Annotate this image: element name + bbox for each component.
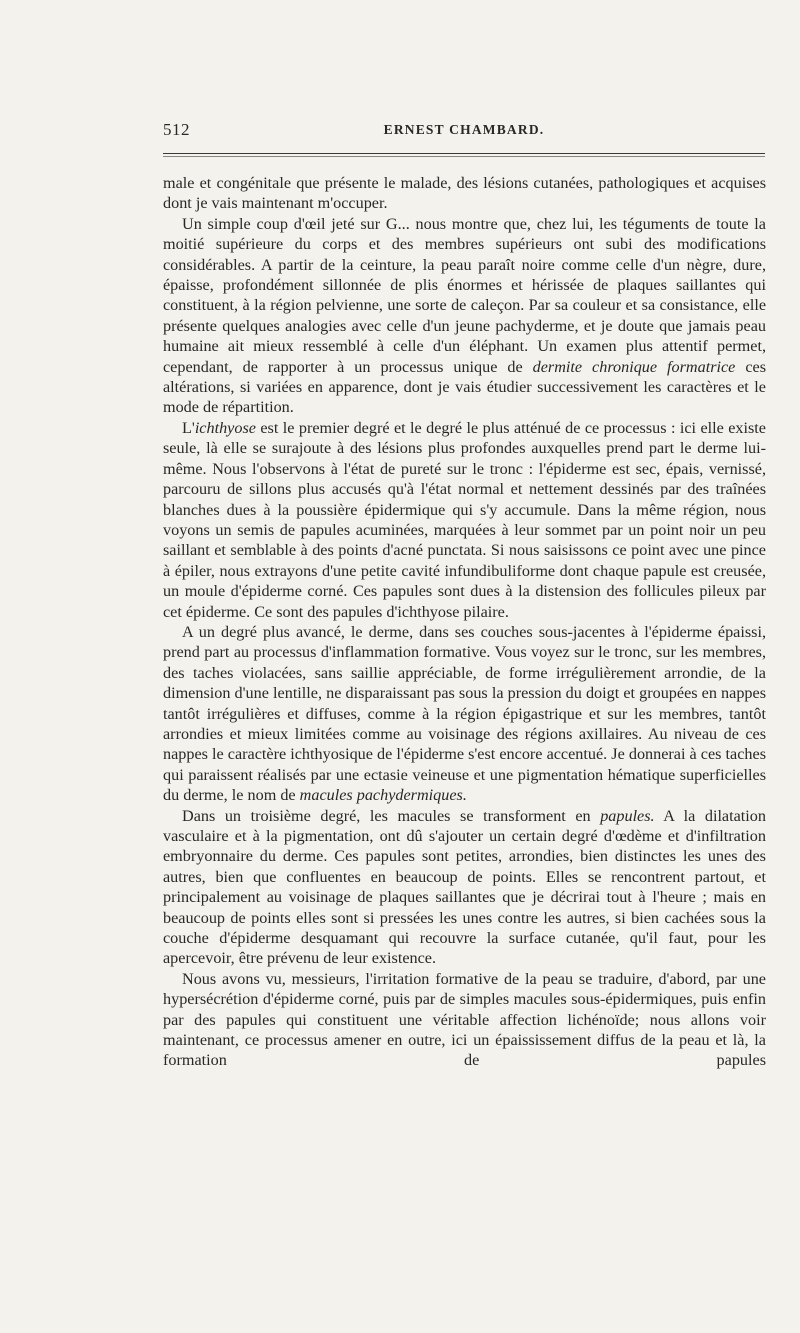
paragraph-2 xyxy=(163,214,766,418)
paragraph-5 xyxy=(163,806,766,969)
header-rule-secondary xyxy=(163,156,765,157)
header-rule xyxy=(163,153,765,154)
paragraph-2-text: Un simple coup d'œil jeté sur G... nous montre que, chez lui, les téguments de toute la moitié supérieure du corps et des membres supérieurs ont subi des modifications considérables. A partir de la ceinture, la peau paraît noire comme celle d'un nègre, dure, épaisse, profondément sillonnée de plis énormes et hérissée de plaques saillantes qui constituent, à la région pelvienne, une sorte de caleçon. Par sa couleur et sa consistance, elle présente quelques analogies avec celle d'un jeune pachyderme, et je doute que jamais peau humaine ait mieux ressemblé à celle d'un éléphant. Un examen plus attentif permet, cependant, de rapporter à un processus unique de xyxy=(163,214,766,376)
paragraph-5-lead: Dans un troisième degré, les macules se transforment en xyxy=(182,806,601,825)
paragraph-2-italic: dermite chronique formatrice xyxy=(532,357,736,376)
paragraph-4-text: A un degré plus avancé, le derme, dans ses couches sous-jacentes à l'épiderme épaissi, prend part au processus d'inflammation formative. Vous voyez sur le tronc, sur les membres, des taches violacées, sans saillie appréciable, de forme irrégulièrement arrondie, de la dimension d'une lentille, ne disparaissant pas sous la pression du doigt et groupées en nappes tantôt irrégulières et diffuses, comme à la région épigastrique et sur les membres, tantôt arrondies et mieux limitées comme au voisinage des régions axillaires. Au niveau de ces nappes le caractère ichthyosique de l'épiderme s'est encore accentué. Je donnerai à ces taches qui paraissent réalisés par une ectasie veineuse et une pigmentation hématique superficielles du derme, le nom de xyxy=(163,622,766,805)
paragraph-5-text: A la dilatation vasculaire et à la pigmentation, ont dû s'ajouter un certain degré d'œdème et d'infiltration embryonnaire du derme. Ces papules sont petites, arrondies, bien distinctes les unes des autres, bien que confluentes en beaucoup de points. Elles se rencontrent partout, et principalement au voisinage de plaques saillantes que je décrirai tout à l'heure ; mais en beaucoup de points elles sont si pressées les unes contre les autres, si bien cachées sous la couche d'épiderme desquamant qui recouvre la surface cutanée, qu'il faut, pour les apercevoir, être prévenu de leur existence. xyxy=(163,806,766,968)
paragraph-3-lead: L' xyxy=(182,418,195,437)
paragraph-2-tail: ces altérations, si variées en apparence, dont je vais étudier successivement les caractères et le mode de répartition. xyxy=(163,357,767,417)
paragraph-3 xyxy=(163,418,766,622)
paragraph-6: Nous avons vu, messieurs, l'irritation formative de la peau se traduire, d'abord, par une hypersécrétion d'épiderme corné, puis par de simples macules sous-épidermiques, puis enfin par des papules qui constituent une véritable affection lichénoïde; nous allons voir maintenant, ce processus amener en outre, ici un épaississement diffus de la peau et là, la formation de papules xyxy=(163,969,766,1070)
paragraph-4-italic: macules pachydermiques. xyxy=(299,786,467,805)
paragraph-3-italic: ichthyose xyxy=(194,418,256,437)
paragraph-4 xyxy=(163,622,766,806)
page-number: 512 xyxy=(163,120,190,139)
running-title: ERNEST CHAMBARD. xyxy=(383,122,545,137)
paragraph-1: male et congénitale que présente le malade, des lésions cutanées, pathologiques et acquises dont je vais maintenant m'occuper. xyxy=(163,174,766,213)
paragraph-5-italic: papules. xyxy=(600,806,655,825)
body-text xyxy=(163,173,766,1071)
page-header xyxy=(163,120,765,144)
paragraph-3-text: est le premier degré et le degré le plus atténué de ce processus : ici elle existe seule, là elle se surajoute à des lésions plus profondes auxquelles prend part le derme lui-même. Nous l'observons à l'état de pureté sur le tronc : l'épiderme est sec, épais, vernissé, parcouru de sillons plus accusés qu'à l'état normal et nettement dessinés par des traînées blanches dues à la poussière épidermique qui s'y accumule. Dans la même région, nous voyons un semis de papules acuminées, marquées à leur sommet par un point noir un peu saillant et semblable à des points d'acné punctata. Si nous saisissons ce point avec une pince à épiler, nous extrayons d'une petite cavité infundibuliforme dont chaque papule est creusée, un moule d'épiderme corné. Ces papules sont dues à la distension des follicules pileux par cet épiderme. Ce sont des papules d'ichthyose pilaire. xyxy=(163,418,766,621)
